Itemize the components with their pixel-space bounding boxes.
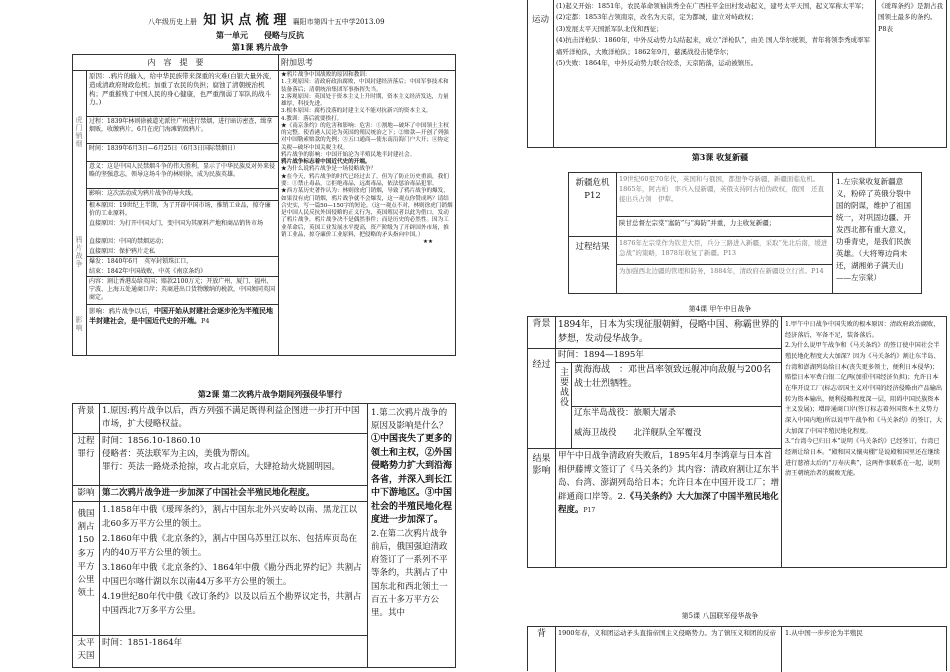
lesson1-title: 第1课 鸦片战争: [231, 42, 289, 52]
main-battle-label: 主要战役: [556, 363, 572, 449]
result-text: 甲午中日战争清政府失败后，1895年4月李鸿章与日本首相伊藤博文签订了《马关条约》其内容：清政府割让辽东半岛、台湾、澎湖列岛给日本；允许日本在中国开设工厂；增辟通商口岸等。2.: [558, 451, 780, 502]
bg-cause: 原因：.鸦片的输入，给中华民族带来深重的灾难(白银大量外流，造成清政府财政危机；加重了农民的负担；腐蚀了清朝统治机构；严重摧残了中国人民的身心健康，也严重削弱了军队的战斗力。): [87, 71, 279, 117]
lesson5-table: [527, 626, 947, 671]
row-text: 19世纪60至70年代，英国和与俄国，都想争夺新疆，新疆面临危机。1865年，阿古柏 率兵入侵新疆，英俄支持阿古柏伪政权，俄国 还直接出兵占领 伊犁。: [617, 173, 833, 217]
war-result: [556, 449, 782, 567]
list-item: (5)失败：1864年，中外反动势力联合绞杀，天京陷落，运动被镇压。: [556, 58, 758, 67]
row-text: 1900年春，义和团运动矛头直指帝国主义侵略势力。为了镇压义和团的反帝: [556, 627, 782, 672]
list-item: (4)抗击洋枪队：1860年，中外反动势力勾结起来，成立“洋枪队”，由美 国人华尔统领，青年将领李秀成率军痛歼洋枪队，大败洋枪队；1862年9月，慈溪战役击毙华尔；: [556, 36, 870, 56]
note-line: 鸦片战争标志着中国近代史的开端。: [281, 159, 371, 166]
col-content-header: 内 容 提 要: [73, 55, 279, 71]
row-text: 第二次鸦片战争进一步加深了中国社会半殖民地化程度。: [100, 486, 368, 502]
taiping-items: [554, 0, 876, 148]
lesson1-notes: [279, 71, 455, 355]
war-effect-prefix: 影响：鸦片战争以后，: [89, 307, 154, 315]
row-label: 太平天国: [73, 636, 100, 667]
war-direct-cause: 直接原因：为打开中国大门，变中国为其原料产地和商品销售市场: [87, 219, 279, 237]
war-end: 结束：1842年中国战败，中英《南京条约》: [87, 267, 279, 277]
result-page: P17: [583, 507, 596, 515]
row-text: 1876年左宗棠作为钦差大臣，兵分三路进入新疆，采取“先北后南，缓进急战”的策略，1878年收复了新疆。P13: [617, 237, 833, 265]
col-notes-header: 附加思考: [279, 55, 455, 71]
taiping-label: 运动: [528, 0, 554, 148]
row-text: 1894年，日本为实现征服朝鲜，侵略中国、称霸世界的梦想，发动侵华战争。: [556, 317, 782, 349]
lesson5-note: 1.从中国一步步沦为半殖民: [785, 629, 863, 637]
page-title: 知 识 点 梳 理: [203, 13, 287, 28]
war-time: 时间：1894—1895年: [556, 349, 782, 363]
note-line: ★在今天，鸦片战争的时代已经过去了，但为了防止历史重演，我们要：①禁止毒品，②拒绝毒品，远离毒品，依法惩治毒品犯罪。: [281, 173, 449, 187]
note-line: ★《南京条约》的危害和影响：危害：①割地—破坏了中国领土主权的完整。使香港人民沦为英国的殖民统治之下；②赔款—开创了列强对中国勒索赔款的先例；③五口通商—使东南沿海门户大开；④协定关税—破坏中国关税主权。: [281, 122, 449, 151]
lesson2-table: [72, 403, 456, 668]
lesson2-title: 第2课 第二次鸦片战争期间列强侵华罪行: [197, 389, 343, 399]
battle-liaodong: 辽东半岛战役：旅顺大屠杀: [572, 407, 782, 427]
row-text: 1.1858年中俄《瑷珲条约》，割占中国东北外兴安岭以南、黑龙江以北60多万平方公里的领土。 2.1860年中俄《北京条约》，割占中国乌苏里江以东、包括库页岛在内的40万平方公里的领土。 3.1860年中俄《北京条约》、1864年中俄《勘分西北界约记》共割占中国巴尔喀什湖以东以南44万多平方公里的领土。 4.19世纪80年代中俄《改订条约》以及以后五个勘界议定书，共割占中国西北7万多平方公里。: [100, 502, 368, 636]
note-line: 鸦片战争的影响：中国开始沦为半殖民地半封建社会。: [281, 151, 416, 158]
row-text: 为加强西北边疆的管理和防务，1884年，清政府在新疆设立行省。P14: [617, 265, 833, 293]
list-item: (3)发展太平天国派军队北伐和西征；: [556, 24, 663, 33]
bg-time: 时间：1839年6月3日—6月25日（6月3日国际禁烟日）: [87, 144, 279, 162]
result-emphasis: 《马关条约》大大加深了中国半殖民地化程度。: [558, 491, 779, 516]
battle-yellow-sea: 黄海海战 ：邓世昌率领致远舰冲向敌舰与200名战士壮烈牺牲。: [572, 363, 782, 407]
unit-title: 第一单元 侵略与反抗: [216, 30, 304, 40]
lesson1-table: [72, 54, 456, 356]
side-label-effect: 影响: [75, 316, 83, 332]
note-line: 1.主观原因：清政府政治腐败，中国封建经济落后；中国军事技术和装备落后；清朝统治集团军事指挥失当。: [281, 79, 449, 93]
note-stars: ★★: [422, 239, 433, 246]
lesson5-title: 第5课 八国联军侵华战争: [681, 612, 759, 620]
course-name: 八年级历史上册: [148, 18, 197, 26]
row-label: 新疆危机P12: [569, 173, 617, 237]
lesson3-table: [568, 172, 922, 294]
war-effect-page: P4: [201, 316, 210, 325]
note-line: ★鸦片战争中国战败的原因和教训：: [281, 72, 371, 78]
row-label: 结果影响: [528, 449, 556, 567]
lesson2-notes: [368, 404, 455, 667]
lesson4-table: [527, 316, 947, 568]
side-label-war: 鸦片战争: [75, 236, 83, 268]
school-name: 襄阳市第四十五中学2013.09: [292, 18, 385, 26]
side-label-bg: 虎门销烟: [75, 116, 83, 148]
lesson3-note: 1.左宗棠收复新疆意义，粉碎了英俄分裂中国的阴谋，维护了祖国统一，对巩固边疆、开发西北都有重大意义，功垂青史，是我们民族英雄。（大将筹边尚未还，湖湘弟子满天山——左宗棠）: [836, 177, 911, 282]
side-column: [73, 71, 87, 355]
row-label: 经过: [528, 349, 556, 449]
row-label: 背: [528, 627, 556, 672]
lesson4-notes: 1.甲午中日战争中国失败的根本原因：清政府政治腐败，经济落后，军备不足，装备落后。 2.为什么说甲午战争和《马关条约》的签订使中国社会半殖民地化程度大大加深？因为《马关条约》割让东半岛、台湾和澎湖列岛给日本(丧失更多领土，便利日本侵华)；赔偿日本军费白银二亿两(加重中国经济负担)；允许日本在华开设工厂(标志帝国主义对中国的经济侵略由产品输出转为资本输出，便利侵略程度深一层，阻碍中国民族资本主义发展)；增辟通商口岸(签订标志着外国资本主义势力深入中国内地)所以说甲午战争和《马关条约》的签订，大大加深了中国半殖民地化程度。 3.“台湾今已归日本”说明《马关条约》已经签订，台湾已经割让给日本。“殿和国又攘夷棚”是说殿和国里还在继续进行慈禧太后的“万寿庆典”，这两件事联系在一起，说明清王朝统治者的腐败无能。: [785, 321, 943, 478]
row-text: 1.原因:鸦片战争以后，西方列强不满足既得利益企图进一步打开中国市场，扩大侵略权益。: [100, 404, 368, 434]
row-label: 影响: [73, 486, 100, 502]
row-text: 时间：1851-1864年: [100, 636, 368, 667]
war-root-cause: 根本原因：19世纪上半期，为了开辟中国市场，推销工业品，掠夺廉价的工业原料。: [87, 201, 279, 219]
row-label: 过程结果: [569, 237, 617, 293]
note-line: 4.教训：落后就要挨打。: [281, 115, 343, 122]
list-item: (2)定都：1853年占领南京，改名为天京，定为都城，建立对峙政权；: [556, 13, 758, 22]
war-direct-cause-2: 直接原因：中国的禁烟运动；: [87, 237, 279, 247]
bg-process: 过程：1839年林则徐被道光派往广州进行禁烟，进行暗访密查，缉拿烟贩，收缴鸦片，6月在虎门海滩销毁鸦片。: [87, 117, 279, 144]
row-label: 过程 罪行: [73, 434, 100, 486]
list-item: (1)起义开始：1851年，农民革命领袖洪秀全在广西桂平金田村发动起义，建号太平天国，起义军称太平军；: [556, 2, 868, 10]
bg-meaning: 意义：这是中国人民禁烟斗争的伟大胜利，显示了中华民族反对外来侵略的坚强意志，领导这场斗争的林则徐，成为民族英雄。: [87, 162, 279, 189]
row-label: 俄国割占150多万平方公里领土: [73, 502, 100, 636]
row-text: 陕甘总督左宗棠“塞防”与“海防”并重，力主收复新疆；: [617, 217, 833, 237]
taiping-note: 《瑷珲条约》是割占我国领土最多的条约。P8表: [878, 2, 943, 33]
note-line: 2.客观原因：英国处于资本主义上升时期，资本主义经济发达，力量雄厚，科技先进。: [281, 93, 449, 108]
treaty-content: 内容：割让香港岛给英国；赔款2100万元；开放广州、厦门、福州、宁波、上海五处通商口岸；英商进出口货物缴纳的税款，中国须同英国商定。: [87, 277, 279, 305]
note-question-2: 2.在第二次鸦片战争前后，俄国强迫清政府签订了一系列不平等条约，共割占了中国东北和西北领土一百五十多万平方公里。其中: [371, 528, 448, 618]
row-text: 时间：1856.10-1860.10 侵略者：英法联军为主凶，美俄为帮凶。 罪行：英法一路烧杀抢掠，攻占北京后，大肆抢劫火烧圆明园。: [100, 434, 368, 486]
page-header: [148, 12, 448, 30]
war-fuse: 直接原因：保护鸦片走私: [87, 247, 279, 257]
war-effect-main: 中国开始从封建社会逐步沦为半殖民地半封建社会，是中国近代史的开端。: [89, 306, 273, 325]
war-effect: [87, 305, 279, 355]
row-label: 背景: [528, 317, 556, 349]
lesson3-title: 第3课 收复新疆: [691, 152, 749, 162]
note-answer: ①中国丧失了更多的领土和主权，②外国侵略势力扩大到沿海各省，并深入到长江中下游地区。③中国社会的半殖民地化程度进一步加深了。: [371, 434, 453, 526]
war-outbreak: 爆发：1840年6月 英军封锁珠江口，: [87, 257, 279, 267]
taiping-table: [527, 0, 947, 148]
battle-weihaiwei: 威海卫战役 北洋舰队全军覆没: [572, 427, 782, 449]
note-line: ★为什么说鸦片战争是一场侵略战争？: [281, 166, 377, 173]
note-line: ★西方某历史著作认为：林则徐虎门销烟，导致了鸦片战争的爆发，如果没有虎门销烟，鸦片战争就不会爆发，这一观点你赞成吗？请结合史实，写一篇50—150字的短论。（这一观点不对，林则徐虎门销烟是中国人民反抗外国侵略的正义行为，英国殖民者以此为借口，发动了鸦片战争，鸦片战争决不是偶然事件；而是历史的必然性。因为工业革命后，英国工业发展水平提高，资产阶级为了开辟国外市场，推销工业品，掠夺廉价工业原料，把侵略的矛头指向中国。）: [281, 188, 453, 238]
bg-effect: 影响：这次活动成为鸦片战争的导火线。: [87, 189, 279, 201]
note-line: 3.根本原因：腐朽没落的封建主义不能对抗新兴的资本主义。: [281, 108, 432, 115]
lesson4-title: 第4课 甲午中日战争: [688, 305, 752, 313]
row-label: 背景: [73, 404, 100, 434]
note-question: 1.第二次鸦片战争的原因及影响是什么？: [371, 408, 448, 432]
